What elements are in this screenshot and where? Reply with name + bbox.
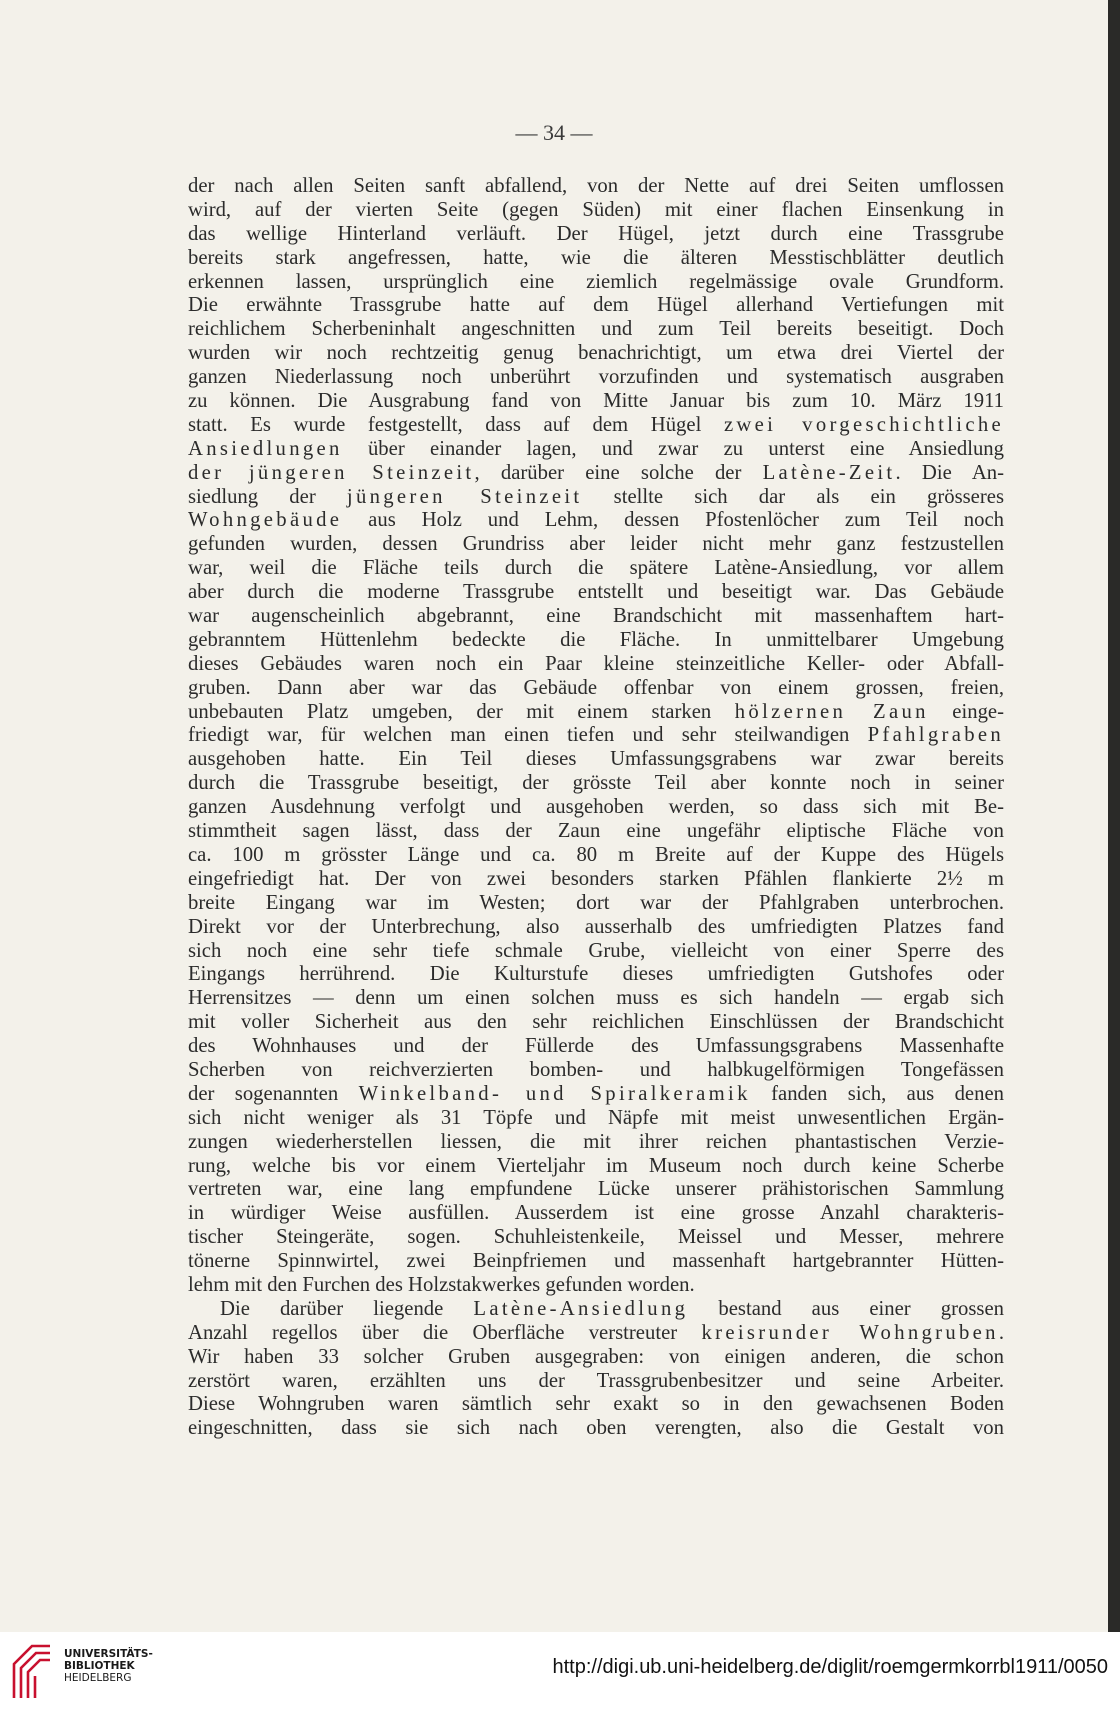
text-line xyxy=(188,629,1004,653)
text-segment: Die darüber liegende xyxy=(220,1297,474,1320)
text-line xyxy=(188,342,1004,366)
spaced-emphasis-text: Winkelband- und Spiralkeramik xyxy=(358,1082,751,1105)
text-segment: ca. 100 m grösster Länge und ca. 80 m Breite auf der Kuppe des Hügels xyxy=(188,843,1004,866)
text-segment: breite Eingang war im Westen; dort war der Pfahlgraben unterbrochen. xyxy=(188,891,1004,914)
text-line xyxy=(188,223,1004,247)
text-segment: ganzen Ausdehnung verfolgt und ausgehoben werden, so dass sich mit Be- xyxy=(188,796,1004,819)
text-segment: tönerne Spinnwirtel, zwei Beinpfriemen und massenhaft hartgebrannter Hütten- xyxy=(188,1250,1004,1273)
text-segment: mit voller Sicherheit aus den sehr reichlichen Einschlüssen der Brandschicht xyxy=(188,1011,1004,1034)
text-line xyxy=(188,247,1004,271)
text-segment: , darüber eine solche der xyxy=(474,461,763,484)
spaced-emphasis-text: Wohngebäude xyxy=(188,509,343,532)
text-line xyxy=(188,318,1004,342)
text-line xyxy=(188,1322,1004,1346)
text-segment: vertreten war, eine lang empfundene Lücke unserer prähistorischen Sammlung xyxy=(188,1178,1004,1201)
text-line xyxy=(188,486,1004,510)
text-segment: Herrensitzes — denn um einen solchen muss es sich handeln — ergab sich xyxy=(188,987,1004,1010)
text-line xyxy=(188,1370,1004,1394)
text-segment: zungen wiederherstellen liessen, die mit ihrer reichen phantastischen Verzie- xyxy=(188,1130,1004,1153)
text-segment: durch die Trassgrube beseitigt, der grösste Teil aber konnte noch in seiner xyxy=(188,772,1004,795)
text-segment: war, weil die Fläche teils durch die spätere Latène-Ansiedlung, vor allem xyxy=(188,557,1004,580)
text-segment: Die erwähnte Trassgrube hatte auf dem Hügel allerhand Vertiefungen mit xyxy=(188,294,1004,317)
text-segment: tischer Steingeräte, sogen. Schuhleistenkeile, Meissel und Messer, mehrere xyxy=(188,1226,1004,1249)
text-segment: zu können. Die Ausgrabung fand von Mitte Januar bis zum 10. März 1911 xyxy=(188,390,1004,413)
text-segment: Diese Wohngruben waren sämtlich sehr exakt so in den gewachsenen Boden xyxy=(188,1393,1004,1416)
text-line xyxy=(188,796,1004,820)
text-line xyxy=(188,748,1004,772)
text-segment: bestand aus einer grossen xyxy=(688,1297,1004,1320)
scan-edge xyxy=(1108,0,1120,1632)
text-segment: der sogenannten xyxy=(188,1082,359,1105)
text-segment: fanden sich, aus denen xyxy=(750,1082,1004,1105)
text-segment: wird, auf der vierten Seite (gegen Süden) mit einer flachen Einsenkung in xyxy=(188,198,1004,221)
text-segment: ganzen Niederlassung noch unberührt vorzufinden und systematisch ausgraben xyxy=(188,366,1004,389)
text-segment: stellte sich dar als ein grösseres xyxy=(582,485,1004,508)
text-line xyxy=(188,366,1004,390)
text-segment: über einander lagen, und zwar zu unterst eine Ansiedlung xyxy=(342,437,1004,460)
university-library-logo-icon[interactable] xyxy=(10,1642,54,1702)
text-segment: Wir haben 33 solcher Gruben ausgegraben: von einigen anderen, die schon xyxy=(188,1345,1004,1368)
text-segment: dieses Gebäudes waren noch ein Paar kleine steinzeitliche Keller- oder Abfall- xyxy=(188,652,1004,675)
text-segment: Scherben von reichverzierten bomben- und halbkugelförmigen Tongefässen xyxy=(188,1058,1004,1081)
text-line xyxy=(188,1226,1004,1250)
library-line-3: HEIDELBERG xyxy=(64,1672,132,1684)
text-segment: lehm mit den Furchen des Holzstakwerkes gefunden worden. xyxy=(188,1273,695,1296)
text-segment: sich nicht weniger als 31 Töpfe und Näpfe mit meist unwesentlichen Ergän- xyxy=(188,1106,1004,1129)
text-line xyxy=(188,271,1004,295)
text-segment: wurden wir noch rechtzeitig genug benachrichtigt, um etwa drei Viertel der xyxy=(188,342,1004,365)
text-line xyxy=(188,940,1004,964)
text-line xyxy=(188,844,1004,868)
text-segment: bereits stark angefressen, hatte, wie die älteren Messtischblätter deutlich xyxy=(188,246,1004,269)
text-line xyxy=(188,509,1004,533)
spaced-emphasis-text: zwei vorgeschichtliche xyxy=(723,413,1004,436)
text-line xyxy=(188,414,1004,438)
text-line xyxy=(188,1298,1004,1322)
text-line xyxy=(188,1059,1004,1083)
text-line xyxy=(188,892,1004,916)
text-segment: eingefriedigt hat. Der von zwei besonders starken Pfählen flankierte 2½ m xyxy=(188,867,1004,890)
text-segment: rung, welche bis vor einem Vierteljahr im Museum noch durch keine Scherbe xyxy=(188,1154,1004,1177)
spaced-emphasis-text: der jüngeren Steinzeit xyxy=(188,461,475,484)
text-segment: in würdiger Weise ausfüllen. Ausserdem ist eine grosse Anzahl charakteris- xyxy=(188,1202,1004,1225)
text-line xyxy=(188,653,1004,677)
text-segment: des Wohnhauses und der Füllerde des Umfassungsgrabens Massenhafte xyxy=(188,1035,1004,1058)
text-line xyxy=(188,1393,1004,1417)
text-segment: unbebauten Platz umgeben, der mit einem starken xyxy=(188,700,735,723)
library-line-1: UNIVERSITÄTS- xyxy=(64,1648,153,1660)
text-segment: aus Holz und Lehm, dessen Pfostenlöcher zum Teil noch xyxy=(342,509,1004,532)
text-line xyxy=(188,987,1004,1011)
text-line xyxy=(188,701,1004,725)
text-segment: gruben. Dann aber war das Gebäude offenbar von einem grossen, freien, xyxy=(188,676,1004,699)
text-line xyxy=(188,916,1004,940)
text-line xyxy=(188,724,1004,748)
text-line xyxy=(188,533,1004,557)
spaced-emphasis-text: Ansiedlungen xyxy=(188,437,343,460)
text-line xyxy=(188,868,1004,892)
text-line xyxy=(188,1178,1004,1202)
text-line xyxy=(188,963,1004,987)
text-line xyxy=(188,1011,1004,1035)
text-segment: zerstört waren, erzählten uns der Trassgrubenbesitzer und seine Arbeiter. xyxy=(188,1369,1004,1392)
source-url-link[interactable]: http://digi.ub.uni-heidelberg.de/diglit/roemgermkorrbl1911/0050 xyxy=(552,1656,1108,1678)
spaced-emphasis-text: Latène-Zeit xyxy=(762,461,896,484)
spaced-emphasis-text: jüngeren Steinzeit xyxy=(346,485,583,508)
page-number: — 34 — xyxy=(515,120,593,145)
spaced-emphasis-text: Pfahlgraben xyxy=(867,724,1004,747)
text-segment: Anzahl regellos über die Oberfläche verstreuter xyxy=(188,1321,702,1344)
spaced-emphasis-text: kreisrunder Wohngruben xyxy=(701,1321,999,1344)
body-text xyxy=(188,175,1004,1441)
text-line xyxy=(188,438,1004,462)
library-name xyxy=(64,1648,153,1684)
text-line xyxy=(188,1131,1004,1155)
text-line xyxy=(188,199,1004,223)
text-segment: sich noch eine sehr tiefe schmale Grube, vielleicht von einer Sperre des xyxy=(188,939,1004,962)
text-line xyxy=(188,605,1004,629)
text-line xyxy=(188,294,1004,318)
text-line xyxy=(188,1202,1004,1226)
text-line xyxy=(188,1417,1004,1441)
text-segment: erkennen lassen, ursprünglich eine ziemlich regelmässige ovale Grundform. xyxy=(188,270,1004,293)
text-line xyxy=(188,581,1004,605)
text-segment: eingeschnitten, dass sie sich nach oben verengten, also die Gestalt von xyxy=(188,1417,1004,1440)
text-segment: gebranntem Hüttenlehm bedeckte die Fläche. In unmittelbarer Umgebung xyxy=(188,628,1004,651)
text-segment: Eingangs herrührend. Die Kulturstufe dieses umfriedigten Gutshofes oder xyxy=(188,963,1004,986)
text-segment: statt. Es wurde festgestellt, dass auf dem Hügel xyxy=(188,413,724,436)
text-segment: . xyxy=(998,1321,1004,1344)
text-line xyxy=(188,1083,1004,1107)
text-line xyxy=(188,1250,1004,1274)
spaced-emphasis-text: Latène-Ansiedlung xyxy=(473,1297,689,1320)
text-segment: war augenscheinlich abgebrannt, eine Brandschicht mit massenhaftem hart- xyxy=(188,605,1004,628)
text-segment: einge- xyxy=(928,700,1004,723)
text-segment: . Die An- xyxy=(895,461,1004,484)
text-line xyxy=(188,1346,1004,1370)
text-segment: friedigt war, für welchen man einen tiefen und sehr steilwandigen xyxy=(188,724,868,747)
text-line xyxy=(188,677,1004,701)
text-line xyxy=(188,175,1004,199)
text-line xyxy=(188,820,1004,844)
text-line xyxy=(188,462,1004,486)
text-line xyxy=(188,1274,1004,1298)
text-segment: das wellige Hinterland verläuft. Der Hügel, jetzt durch eine Trassgrube xyxy=(188,222,1004,245)
text-line xyxy=(188,1035,1004,1059)
text-line xyxy=(188,772,1004,796)
text-segment: aber durch die moderne Trassgrube entstellt und beseitigt war. Das Gebäude xyxy=(188,581,1004,604)
text-segment: reichlichem Scherbeninhalt angeschnitten und zum Teil bereits beseitigt. Doch xyxy=(188,318,1004,341)
text-segment: stimmtheit sagen lässt, dass der Zaun eine ungefähr eliptische Fläche von xyxy=(188,820,1004,843)
text-segment: der nach allen Seiten sanft abfallend, von der Nette auf drei Seiten umflossen xyxy=(188,175,1004,197)
text-line xyxy=(188,557,1004,581)
text-segment: gefunden wurden, dessen Grundriss aber leider nicht mehr ganz festzustellen xyxy=(188,533,1004,556)
library-line-2: BIBLIOTHEK xyxy=(64,1660,135,1672)
text-line xyxy=(188,1107,1004,1131)
text-segment: siedlung der xyxy=(188,485,347,508)
text-segment: Direkt vor der Unterbrechung, also ausserhalb des umfriedigten Platzes fand xyxy=(188,915,1004,938)
text-line xyxy=(188,1155,1004,1179)
text-segment: ausgehoben hatte. Ein Teil dieses Umfassungsgrabens war zwar bereits xyxy=(188,748,1004,771)
text-line xyxy=(188,390,1004,414)
spaced-emphasis-text: hölzernen Zaun xyxy=(734,700,929,723)
